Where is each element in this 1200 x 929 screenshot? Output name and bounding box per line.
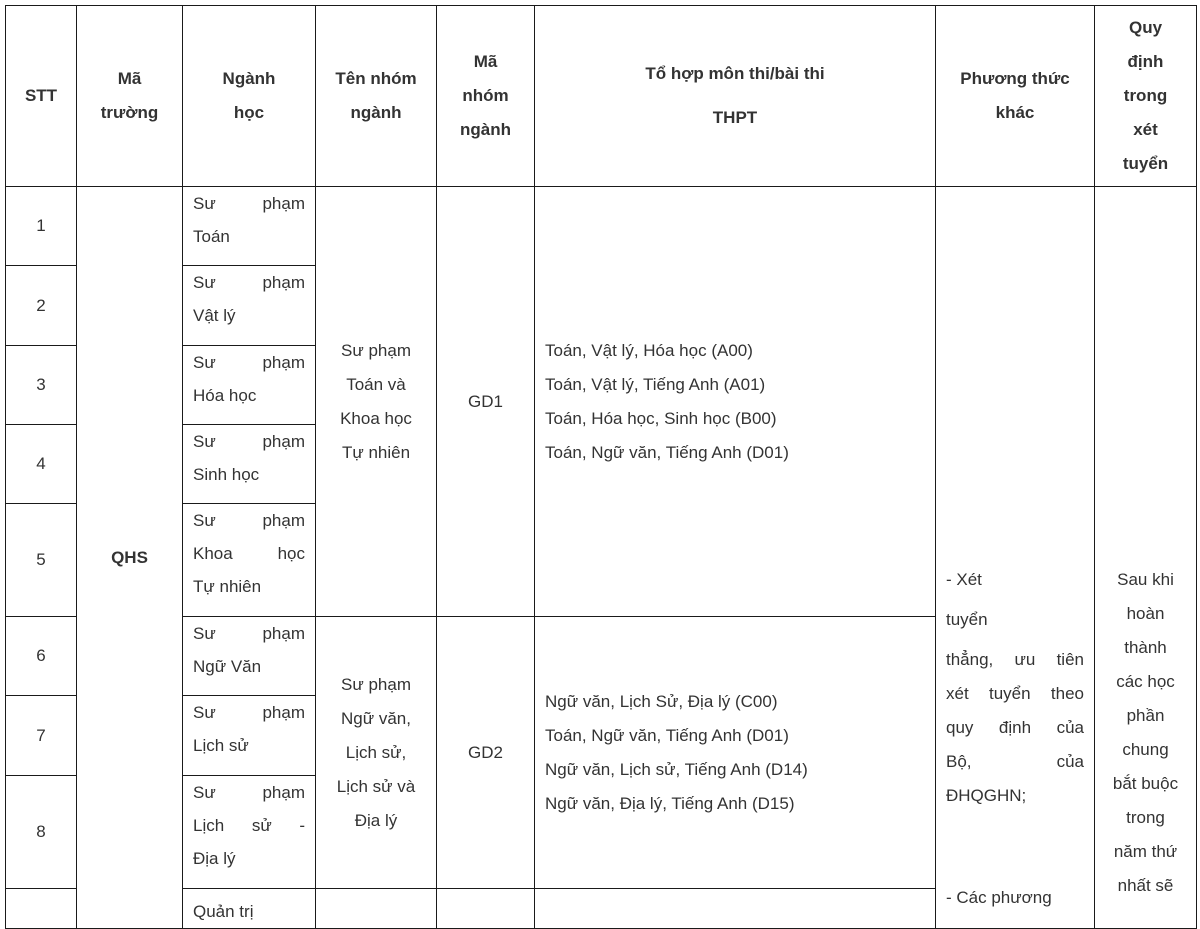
stt-cell: 5 [6,504,77,617]
ma-nhom-cell: GD1 [437,187,535,617]
stt-cell: 4 [6,425,77,504]
ma-nhom-cell [437,889,535,929]
nganh-cell: Sư phạm Sinh học [183,425,316,504]
ma-truong-cell: QHS [77,187,183,929]
quy-dinh-cell: Sau khi hoàn thành các học phần chung bắt buộc trong năm thứ nhất sẽ [1095,187,1197,929]
nganh-cell: Sư phạm Vật lý [183,266,316,346]
stt-cell: 6 [6,617,77,696]
header-to-hop: Tổ hợp môn thi/bài thi THPT [535,6,936,187]
stt-cell: 2 [6,266,77,346]
table-row [6,187,1197,266]
header-row [6,6,1197,187]
nganh-cell: Sư phạm Lịch sử [183,696,316,776]
phuong-thuc-cell: - Xét tuyển thẳng, ưu tiên xét tuyển theo quy định của Bộ, của ĐHQGHN; - Các phương [936,187,1095,929]
header-ma-truong: Mã trường [77,6,183,187]
nganh-cell: Sư phạm Ngữ Văn [183,617,316,696]
header-nganh-hoc: Ngành học [183,6,316,187]
stt-cell: 8 [6,776,77,889]
stt-cell: 1 [6,187,77,266]
nganh-cell: Sư phạm Toán [183,187,316,266]
ten-nhom-cell [316,889,437,929]
header-phuong-thuc: Phương thức khác [936,6,1095,187]
ten-nhom-cell: Sư phạm Toán và Khoa học Tự nhiên [316,187,437,617]
ten-nhom-cell: Sư phạm Ngữ văn, Lịch sử, Lịch sử và Địa lý [316,617,437,889]
ma-nhom-cell: GD2 [437,617,535,889]
to-hop-cell: Ngữ văn, Lịch Sử, Địa lý (C00) Toán, Ngữ văn, Tiếng Anh (D01) Ngữ văn, Lịch sử, Tiếng Anh (D14) Ngữ văn, Địa lý, Tiếng Anh (D15) [535,617,936,889]
header-quy-dinh: Quy định trong xét tuyển [1095,6,1197,187]
nganh-cell: Sư phạm Khoa học Tự nhiên [183,504,316,617]
nganh-cell: Sư phạm Lịch sử - Địa lý [183,776,316,889]
nganh-cell: Sư phạm Hóa học [183,346,316,425]
header-ma-nhom: Mã nhóm ngành [437,6,535,187]
admission-table [5,5,1197,929]
nganh-cell: Quản trị [183,889,316,929]
to-hop-cell: Toán, Vật lý, Hóa học (A00) Toán, Vật lý, Tiếng Anh (A01) Toán, Hóa học, Sinh học (B00) Toán, Ngữ văn, Tiếng Anh (D01) [535,187,936,617]
header-ten-nhom: Tên nhóm ngành [316,6,437,187]
stt-cell: 3 [6,346,77,425]
to-hop-cell [535,889,936,929]
stt-cell: 7 [6,696,77,776]
stt-cell [6,889,77,929]
header-stt: STT [6,6,77,187]
